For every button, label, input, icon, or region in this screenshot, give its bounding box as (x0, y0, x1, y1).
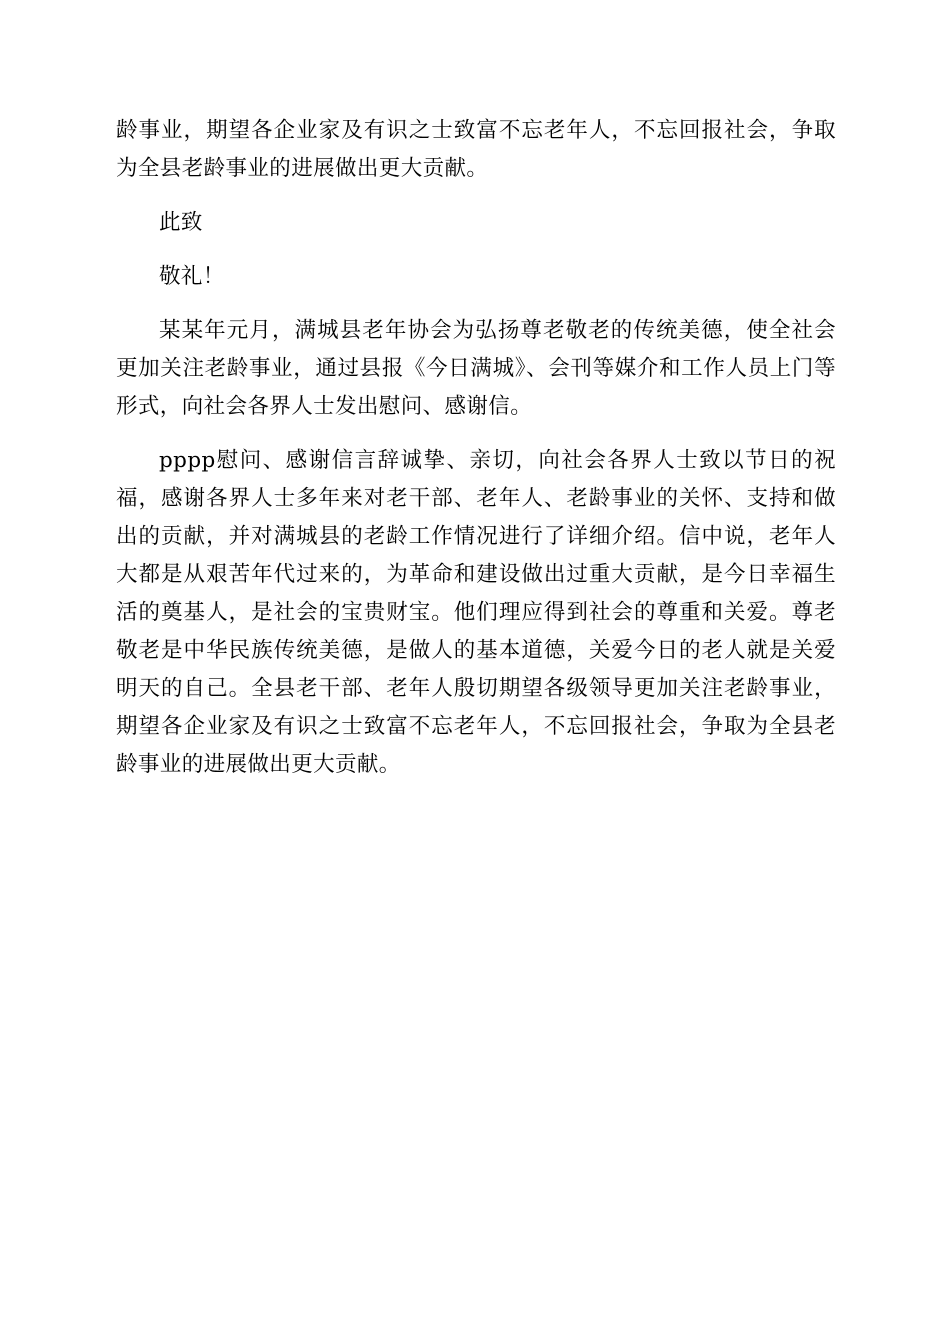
document-body (116, 112, 836, 800)
paragraph-intro: 某某年元月，满城县老年协会为弘扬尊老敬老的传统美德，使全社会更加关注老龄事业，通过县报《今日满城》、会刊等媒介和工作人员上门等形式，向社会各界人士发出慰问、感谢信。 (116, 318, 836, 419)
paragraph-continuation: 龄事业，期望各企业家及有识之士致富不忘老年人，不忘回报社会，争取为全县老龄事业的进展做出更大贡献。 (116, 118, 836, 181)
paragraph-letter-summary: pppp慰问、感谢信言辞诚挚、亲切，向社会各界人士致以节日的祝福，感谢各界人士多年来对老干部、老年人、老龄事业的关怀、支持和做出的贡献，并对满城县的老龄工作情况进行了详细介绍。信中说，老年人大都是从艰苦年代过来的，为革命和建设做出过重大贡献，是今日幸福生活的奠基人，是社会的宝贵财宝。他们理应得到社会的尊重和关爱。尊老敬老是中华民族传统美德，是做人的基本道德，关爱今日的老人就是关爱明天的自己。全县老干部、老年人殷切期望各级领导更加关注老龄事业，期望各企业家及有识之士致富不忘老年人，不忘回报社会，争取为全县老龄事业的进展做出更大贡献。 (116, 448, 836, 777)
closing-salutation: 此致 (159, 210, 203, 235)
closing-regards: 敬礼！ (159, 264, 225, 289)
